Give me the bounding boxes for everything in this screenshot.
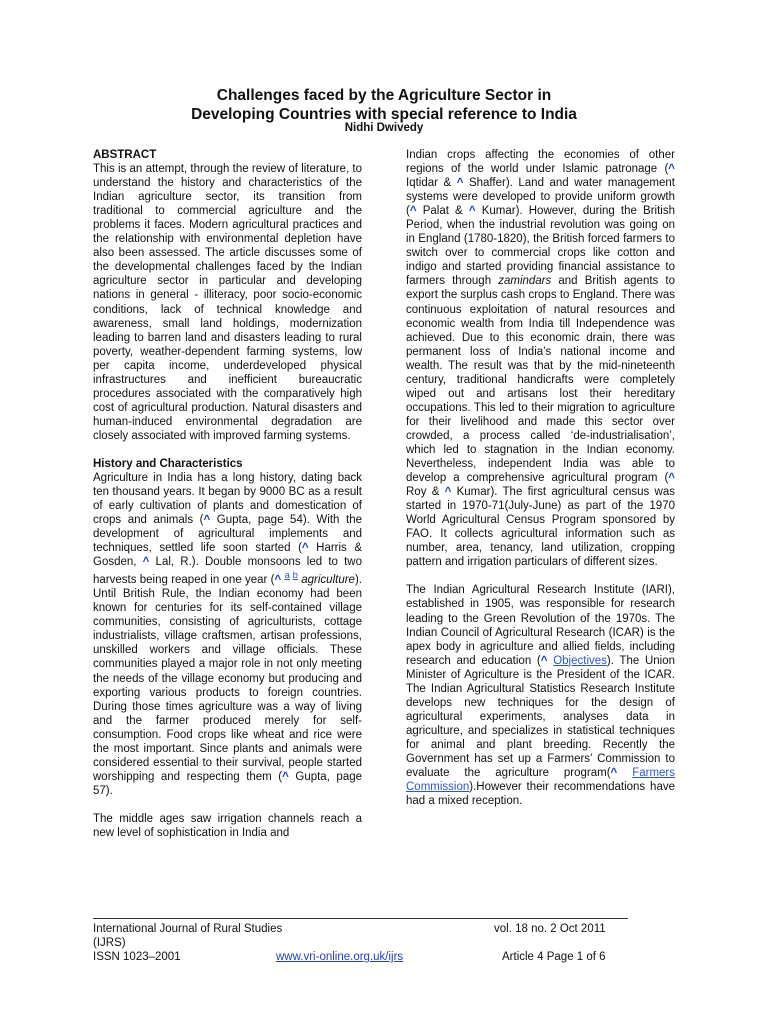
ref-palat[interactable]: ^ [409, 205, 417, 218]
history-text: Gupta, page 57). [93, 770, 363, 797]
history-text: Agriculture in India has a long history, dating back ten thousand years. It began by 9000 BC as a result of early cultivation of plants and domestication of crops and animals ( [93, 472, 362, 527]
right-paragraph-2 [406, 583, 675, 808]
ref-agriculture-b[interactable]: b [292, 570, 298, 582]
right-text: Indian crops affecting the economies of other regions of the world under Islamic patronage ( [406, 149, 675, 176]
history-paragraph-2: The middle ages saw irrigation channels reach a new level of sophistication in India and [93, 812, 362, 839]
right-text: Shaffer). Land and water management systems were developed to provide uniform growth ( [406, 177, 675, 218]
history-heading: History and Characteristics [93, 457, 243, 470]
right-paragraph-1 [406, 148, 675, 569]
right-text: Kumar). The first agricultural census was started in 1970-71(July-June) as part of the 1970 World Agricultural Census Program sponsored by FAO. It collects agricultural information such as number, area, tenancy, land utilization, cropping pattern and irrigation particulars of different sizes. [406, 486, 675, 569]
right-text: ).However their recommendations have had a mixed reception. [406, 781, 675, 808]
ref-farmers-caret[interactable]: ^ [610, 767, 618, 780]
footer-journal: International Journal of Rural Studies (IJRS) [93, 923, 283, 949]
abstract-text: This is an attempt, through the review of literature, to understand the history and characteristics of the Indian agriculture sector, its transition from traditional to commercial agriculture and the problems it faces. Modern agricultural practices and the relationship with environmental depletion have also been assessed. The article discusses some of the developmental challenges faced by the Indian agriculture sector in particular and developing nations in general - illiteracy, poor socio-economic conditions, lack of technical knowledge and awareness, small land holdings, modernization leading to barren land and disasters leading to rural poverty, weather-dependent farming systems, low per capita income, underdeveloped physical infrastructures and inefficient bureaucratic procedures associated with the comparatively high cost of agricultural production. Natural disasters and human-induced environmental degradation are closely associated with improved farming systems. [93, 163, 362, 442]
footer-divider [93, 918, 628, 919]
right-text: Roy & [406, 486, 445, 499]
right-column [406, 148, 675, 808]
zamindars-italic: zamindars [498, 275, 552, 288]
ref-lal[interactable]: ^ [142, 556, 150, 569]
ref-kumar-2[interactable]: ^ [444, 486, 452, 499]
ref-kumar-1[interactable]: ^ [468, 205, 476, 218]
ref-roy[interactable]: ^ [668, 472, 675, 485]
paper-title [0, 86, 768, 124]
title-line-1: Challenges faced by the Agriculture Sector in [216, 87, 552, 104]
footer-issn: ISSN 1023–2001 [93, 951, 181, 963]
right-text: and British agents to export the surplus cash crops to England. There was continuous exploitation of natural resources and economic wealth from India till Independence was achieved. Due to this economic drain, there was permanent loss of India’s national income and wealth. The result was that by the mid-nineteenth century, traditional handicrafts were completely wiped out and artisans lost their hereditary occupations. This led to their migration to agriculture for their livelihood and made this sector over crowded, a process called ‘de-industrialisation’, which led to stagnation in the Indian economy. Nevertheless, independent India was able to develop a comprehensive agricultural program ( [406, 275, 675, 485]
author-name: Nidhi Dwivedy [344, 122, 424, 134]
right-text: The Indian Agricultural Research Institute (IARI), established in 1905, was responsible for research leading to the Green Revolution of the 1970s. The Indian Council of Agricultural Research (ICAR) is the apex body in agriculture and allied fields, including research and education ( [406, 584, 675, 667]
ref-iqtidar[interactable]: ^ [668, 163, 675, 176]
history-text: Harris & Gosden, [93, 542, 362, 569]
abstract-heading: ABSTRACT [93, 149, 157, 161]
farmers-commission-link[interactable]: Farmers Commission [406, 767, 675, 794]
ref-harris-gosden[interactable]: ^ [301, 542, 309, 555]
footer-url-link[interactable]: www.vri-online.org.uk/ijrs [276, 951, 404, 963]
left-column [93, 148, 362, 840]
ref-shaffer[interactable]: ^ [456, 177, 464, 190]
footer-page-number: Article 4 Page 1 of 6 [502, 951, 606, 963]
objectives-link[interactable]: Objectives [553, 654, 607, 667]
right-text: Iqtidar & [406, 177, 457, 190]
ref-gupta-54[interactable]: ^ [203, 514, 211, 527]
right-text: Kumar). However, during the British Period, when the industrial revolution was going on in England (1780-1820), the British forced farmers to switch over to commercial crops like cotton and indigo and started providing financial assistance to farmers through [406, 205, 675, 288]
title-line-2: Developing Countries with special reference to India [191, 106, 577, 123]
ref-caret-agriculture[interactable]: ^ [274, 574, 282, 587]
ref-gupta-57[interactable]: ^ [282, 770, 289, 783]
ref-agriculture-a[interactable]: a [284, 570, 290, 582]
history-text: Lal, R.). Double monsoons led to two harvests being reaped in one year ( [93, 556, 362, 587]
right-text: ). The Union Minister of Agriculture is the President of the ICAR. The Indian Agricultural Statistics Research Institute develops new techniques for the design of agricultural experiments, analyses data in agriculture, and specializes in statistical techniques for animal and plant breeding. Recently the Government has set up a Farmers’ Commission to evaluate the agriculture program( [406, 654, 675, 780]
footer-volume: vol. 18 no. 2 Oct 2011 [494, 923, 606, 935]
history-paragraph-1 [93, 471, 362, 798]
agriculture-italic: agriculture [301, 574, 355, 587]
ref-objectives-caret[interactable]: ^ [540, 654, 548, 667]
history-text: ). Until British Rule, the Indian economy had been known for centuries for its self-contained village communities, consisting of agriculturists, cottage industrialists, village craftsmen, artisan professions, unskilled workers and village officials. These communities played a major role in not only meeting the needs of the village economy but producing and exporting various products to foreign countries. During those times agriculture was a way of living and the farmer produced merely for self-consumption. Food crops like wheat and rice were the most important. Since plants and animals were considered essential to their survival, people started worshipping and respecting them ( [93, 574, 362, 783]
history-text: Gupta, page 54). With the development of agricultural implements and techniques, settled life soon started ( [93, 514, 362, 555]
right-text: Palat & [416, 205, 469, 218]
